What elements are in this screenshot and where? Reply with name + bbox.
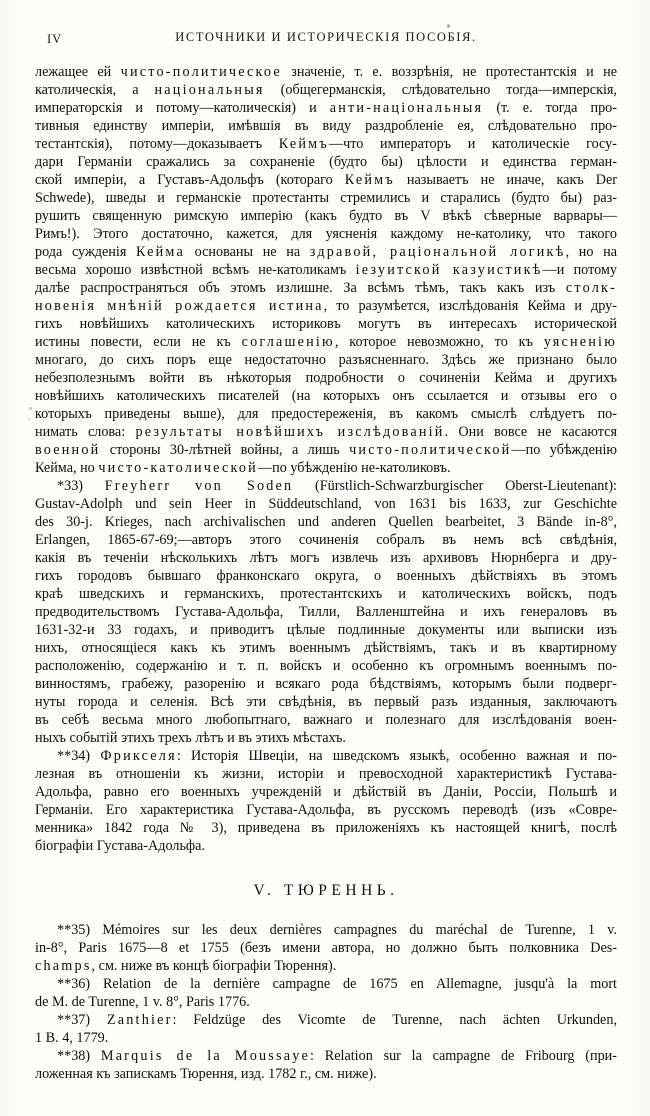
text-segment: гихъ городовъ бывшаго франконскаго округа, о военныхъ дѣйствіяхъ въ этомъ <box>35 568 617 584</box>
text-line <box>35 993 617 1011</box>
text-segment: называетъ не иначе, какъ Der <box>394 172 617 188</box>
text-line <box>35 225 617 243</box>
emphasis-spaced-text: іезуитской казуистикѣ <box>355 262 543 278</box>
text-line <box>35 369 617 387</box>
text-segment: нимать слова: <box>35 424 136 440</box>
text-line <box>35 477 617 495</box>
text-segment: —что императоръ и католическіе госу- <box>328 136 617 152</box>
emphasis-spaced-text: Marquis de la Moussaye <box>100 1048 311 1064</box>
footnote-36 <box>35 975 617 1011</box>
text-segment: Кейма, но <box>35 460 99 476</box>
text-segment: Римъ!). Этого достаточно, кажется, для уясненія каждому не-католику, что такого <box>35 226 617 242</box>
text-segment: in-8°, Paris 1675—8 et 1755 (безъ имени автора, но должно быть полковника Des- <box>35 940 617 956</box>
emphasis-spaced-text: чисто-политической <box>349 442 512 458</box>
text-line <box>35 1029 617 1047</box>
text-line <box>35 441 617 459</box>
text-segment: *33) <box>57 478 105 494</box>
text-segment: : Relation sur la campagne de Fribourg (при- <box>310 1048 617 1064</box>
text-line <box>35 387 617 405</box>
text-segment: —по убѣжденію <box>511 442 617 458</box>
text-line <box>35 549 617 567</box>
text-segment: ложенная къ запискамъ Тюрення, изд. 1782 г., см. ниже). <box>35 1066 377 1082</box>
text-segment: императорскія и потому—католическія) и <box>35 100 330 116</box>
text-line <box>35 117 617 135</box>
text-line <box>35 657 617 675</box>
text-segment: краѣ шведскихъ и германскихъ, протестантскихъ и католическихъ войскъ, подъ <box>35 586 617 602</box>
text-line <box>35 351 617 369</box>
text-line <box>35 957 617 975</box>
text-segment: , см. ниже въ концѣ біографіи Тюрення). <box>91 958 337 974</box>
text-segment: Erlangen, 1865-67-69;—авторъ этого сочиненія собралъ въ немъ всѣ свѣдѣнія, <box>35 532 617 548</box>
text-line <box>35 711 617 729</box>
text-line <box>35 63 617 81</box>
footnote-37 <box>35 1011 617 1047</box>
text-line <box>35 495 617 513</box>
text-segment: **36) Relation de la dernière campagne de 1675 en Allemagne, jusqu'à la mort <box>57 976 617 992</box>
text-line <box>35 585 617 603</box>
text-segment: —по убѣжденію не-католиковъ. <box>257 460 451 476</box>
text-segment: стороны 30-лѣтней войны, а лишь <box>100 442 350 458</box>
text-segment: значеніе, т. е. воззрѣнія, не протестантскія и не <box>281 64 617 80</box>
emphasis-spaced-text: результаты новѣйшихъ изслѣдованій <box>135 424 445 440</box>
emphasis-spaced-text: соглашенію <box>241 334 335 350</box>
text-segment: 1631-32-и 33 годахъ, и приводитъ цѣлые подлинные документы или выписки изъ <box>35 622 617 638</box>
text-segment: de M. de Turenne, 1 v. 8°, Paris 1776. <box>35 994 250 1010</box>
text-line <box>35 1011 617 1029</box>
text-segment: ныхъ событій этихъ трехъ лѣтъ и въ этихъ мѣстахъ. <box>35 730 346 746</box>
text-segment: новѣйшихъ католическихъ писателей (на которыхъ онъ ссылается и отзывы его о <box>35 388 617 404</box>
text-segment: тивныя единству имперіи, имѣвшія въ виду раздробленіе ея, слѣдовательно про- <box>35 118 617 134</box>
text-line <box>35 639 617 657</box>
emphasis-spaced-text: столк- <box>565 280 617 296</box>
text-segment: небезполезнымъ войти въ нѣкоторыя подробности о сочиненіи Кейма и другихъ <box>35 370 617 386</box>
text-segment: ской имперіи, а Густавъ-Адольфъ (котораго <box>35 172 345 188</box>
emphasis-spaced-text: Кейма <box>136 244 186 260</box>
text-segment: , то разумѣется, изслѣдованія Кейма и дру- <box>323 298 617 314</box>
text-line <box>35 243 617 261</box>
text-segment: рода сужденія <box>35 244 137 260</box>
emphasis-spaced-text: Кеймъ <box>278 136 329 152</box>
text-segment: гихъ новѣйшихъ католическихъ историковъ могутъ въ интересахъ исторической <box>35 316 617 332</box>
text-segment: des 30-j. Krieges, nach archivalischen und anderen Quellen bearbeitet, 3 Bände in-8°, <box>35 514 617 530</box>
text-segment: (Fürstlich-Schwarzburgischer Oberst-Lieutenant): <box>293 478 617 494</box>
emphasis-spaced-text: Zanthier <box>106 1012 173 1028</box>
text-segment: 1 B. 4, 1779. <box>35 1030 109 1046</box>
text-segment: Германіи. Его характеристика Густава-Адольфа, въ русскомъ переводѣ (изъ «Совре- <box>35 802 617 818</box>
page-number: IV <box>47 32 63 46</box>
text-line <box>35 405 617 423</box>
text-segment: біографіи Густава-Адольфа. <box>35 838 205 854</box>
text-line <box>35 567 617 585</box>
footnote-33 <box>35 477 617 747</box>
text-segment: нуты города и селенія. Всѣ эти свѣдѣнія, въ первый разъ изданныя, заключаютъ <box>35 694 617 710</box>
emphasis-spaced-text: Кеймъ <box>344 172 395 188</box>
text-segment: **38) <box>57 1048 101 1064</box>
text-segment: (общегерманскія, слѣдовательно тогда—имперскія, <box>264 82 617 98</box>
scan-speck <box>28 418 30 420</box>
text-line <box>35 603 617 621</box>
emphasis-spaced-text: здравой, раціональной логикѣ <box>309 244 566 260</box>
text-line <box>35 1065 617 1083</box>
emphasis-spaced-text: Freyherr von Soden <box>104 478 294 494</box>
text-segment: , которое невозможно, то къ <box>334 334 544 350</box>
text-segment: винностямъ, грабежу, разоренію и всякаго рода бѣдствіямъ, которымъ были подверг- <box>35 676 617 692</box>
text-segment: расположенію, содержанію и т. п. войскъ и особенно къ огромнымъ военнымъ по- <box>35 658 617 674</box>
text-segment: (т. е. тогда про- <box>483 100 617 116</box>
text-segment: далѣе распространяться объ этомъ излишне. За всѣмъ тѣмъ, такъ какъ изъ <box>35 280 566 296</box>
text-segment: —и потому <box>542 262 617 278</box>
text-segment: истины повести, если не къ <box>35 334 242 350</box>
text-line <box>35 621 617 639</box>
text-segment: **35) Mémoires sur les deux dernières campagnes du maréchal de Turenne, 1 v. <box>57 922 617 938</box>
text-line <box>35 171 617 189</box>
text-line <box>35 765 617 783</box>
footnote-38 <box>35 1047 617 1083</box>
text-segment: , но на <box>565 244 617 260</box>
text-segment: лезная въ отношеніи къ жизни, исторіи и превосходной характеристикѣ Густава- <box>35 766 617 782</box>
text-segment: рушить священную римскую имперію (какъ будто въ V вѣкѣ сѣверные варвары— <box>35 208 617 224</box>
text-line <box>35 297 617 315</box>
text-line <box>35 81 617 99</box>
text-segment: нихъ, относящіеся какъ къ этимъ военнымъ дѣйствіямъ, такъ и въ квартирному <box>35 640 617 656</box>
text-segment: Адольфа, равно его военныхъ учрежденій и дѣйствій въ Даніи, Россіи, Польшѣ и <box>35 784 617 800</box>
text-line <box>35 819 617 837</box>
text-segment: предводительствомъ Густава-Адольфа, Тилли, Валленштейна и ихъ генераловъ въ <box>35 604 617 620</box>
text-segment: менника» 1842 года № 3), приведена въ приложеніяхъ къ настоящей книгѣ, послѣ <box>35 820 617 836</box>
emphasis-spaced-text: военной <box>35 442 101 458</box>
running-title: ИСТОЧНИКИ И ИСТОРИЧЕСКІЯ ПОСОБІЯ. <box>175 30 477 44</box>
scan-speck <box>447 24 450 28</box>
footnote-35 <box>35 921 617 975</box>
text-line <box>35 333 617 351</box>
text-line <box>35 1047 617 1065</box>
text-line <box>35 531 617 549</box>
text-segment: весьма хорошо извѣстной всѣмъ не-католикамъ <box>35 262 356 278</box>
section-heading-turenne: V. ТЮРЕННЬ. <box>253 882 399 899</box>
text-line <box>35 189 617 207</box>
running-header <box>35 30 617 48</box>
emphasis-spaced-text: чисто-католической <box>98 460 258 476</box>
text-line <box>35 261 617 279</box>
text-line <box>35 207 617 225</box>
text-segment: тестантскія), потому—доказываетъ <box>35 136 279 152</box>
text-segment: многаго, до сихъ поръ еще недостаточно разъясненнаго. Здѣсь же признано было <box>35 352 617 368</box>
text-segment: . Они вовсе не касаются <box>444 424 617 440</box>
emphasis-spaced-text: champs <box>35 958 92 974</box>
text-segment: : Feldzüge des Vicomte de Turenne, nach ächten Urkunden, <box>172 1012 617 1028</box>
text-segment: въ себѣ весьма много любопытнаго, важнаго и полезнаго для изслѣдованія воен- <box>35 712 617 728</box>
emphasis-spaced-text: Фрикселя <box>100 748 177 764</box>
text-line <box>35 153 617 171</box>
text-line <box>35 675 617 693</box>
text-segment: какія въ теченіи нѣсколькихъ лѣтъ могъ извлечь изъ архивовъ Нюрнберга и дру- <box>35 550 617 566</box>
text-segment: основаны не на <box>185 244 310 260</box>
text-line <box>35 513 617 531</box>
text-segment: Schwede), шведы и германскіе протестанты стремились и старались (будто бы) раз- <box>35 190 617 206</box>
emphasis-spaced-text: новенія мнѣній рождается истина <box>35 298 324 314</box>
footnote-34 <box>35 747 617 855</box>
text-line <box>35 921 617 939</box>
text-line <box>35 939 617 957</box>
emphasis-spaced-text: анти-національныя <box>329 100 484 116</box>
text-segment: которыхъ приведены выше), для предостереженія, въ какомъ смыслѣ слѣдуетъ по- <box>35 406 617 422</box>
text-line <box>35 459 617 477</box>
text-line <box>35 837 617 855</box>
text-segment: лежащее ей <box>35 64 121 80</box>
text-line <box>35 279 617 297</box>
page-body <box>35 63 617 1083</box>
text-line <box>35 747 617 765</box>
text-line <box>35 135 617 153</box>
text-segment: Gustav-Adolph und sein Heer in Süddeutschland, von 1631 bis 1633, zur Geschichte <box>35 496 617 512</box>
text-line <box>35 315 617 333</box>
emphasis-spaced-text: чисто-политическое <box>120 64 282 80</box>
text-segment: : Исторія Швеціи, на шведскомъ языкѣ, особенно важная и по- <box>176 748 617 764</box>
text-segment: **37) <box>57 1012 107 1028</box>
scan-speck <box>29 407 32 410</box>
text-line <box>35 693 617 711</box>
text-line <box>35 99 617 117</box>
text-line <box>35 975 617 993</box>
text-segment: католическія, а <box>35 82 155 98</box>
text-line <box>35 801 617 819</box>
text-segment: дари Германіи сражались за сохраненіе (будто бы) цѣлости и единства герман- <box>35 154 617 170</box>
continuation-paragraph <box>35 63 617 477</box>
text-line <box>35 423 617 441</box>
text-line <box>35 783 617 801</box>
emphasis-spaced-text: уясненію <box>543 334 617 350</box>
text-segment: **34) <box>57 748 101 764</box>
emphasis-spaced-text: національныя <box>154 82 265 98</box>
text-line <box>35 729 617 747</box>
